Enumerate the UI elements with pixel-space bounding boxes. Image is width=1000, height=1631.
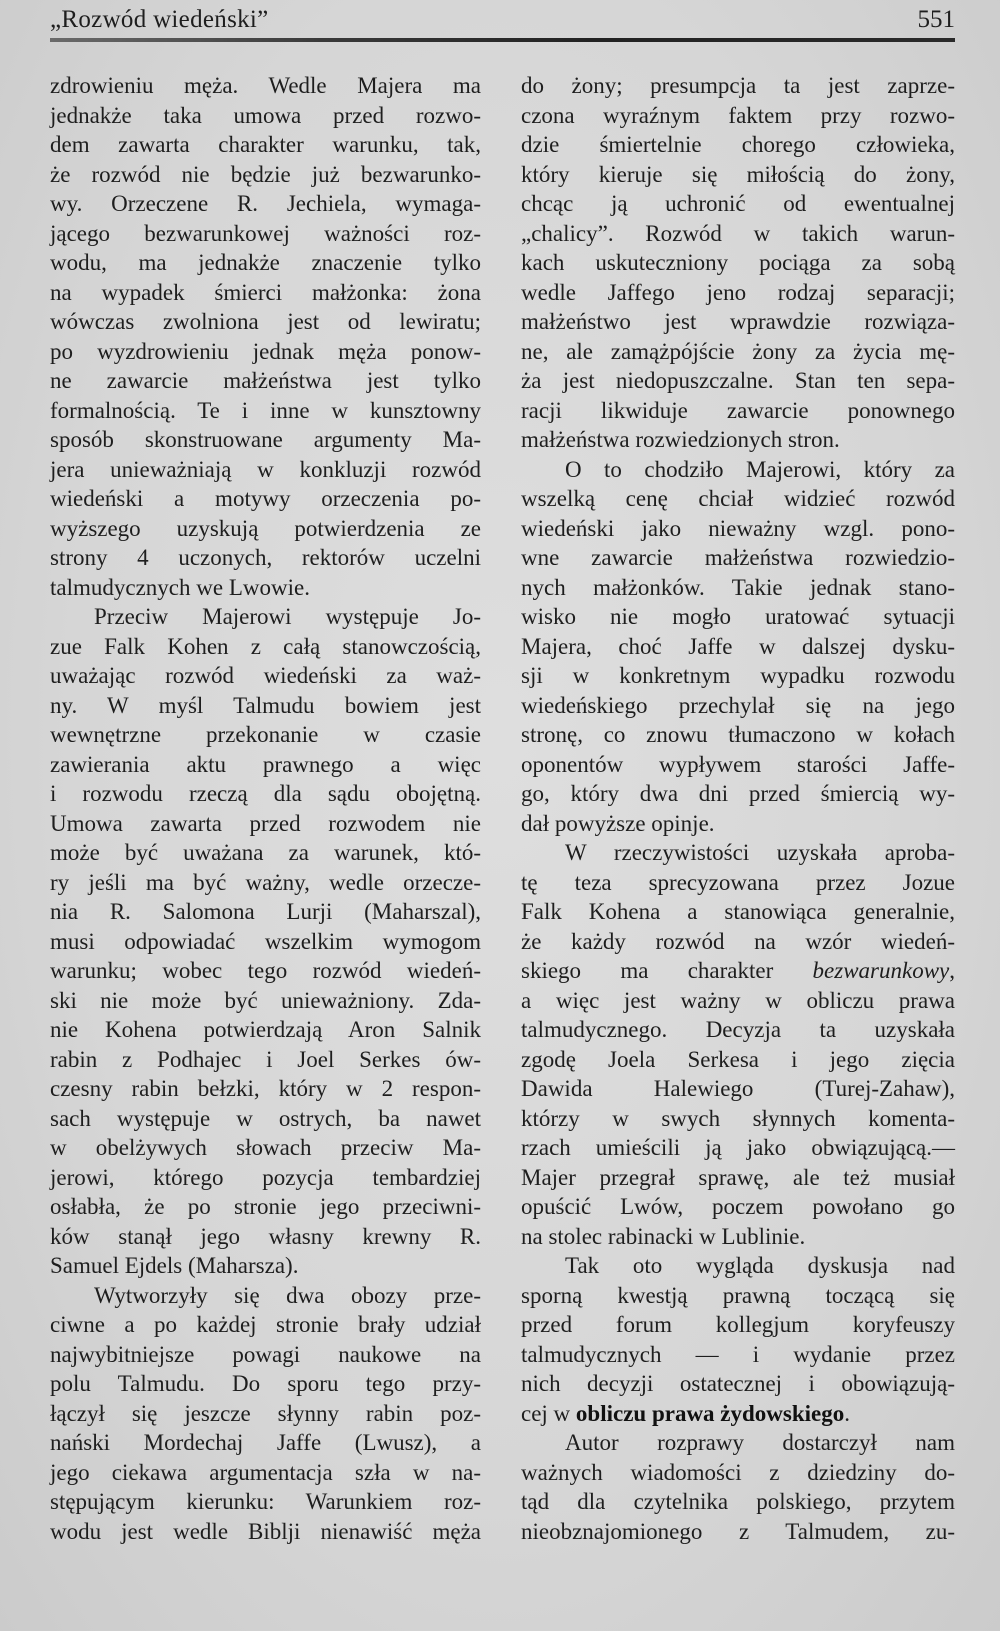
text-line: którzy w swych słynnych komenta- bbox=[521, 1105, 955, 1131]
text-segment: cej w bbox=[521, 1400, 576, 1426]
text-line: warunku; wobec tego rozwód wiedeń- bbox=[50, 958, 481, 983]
text-line: ciwne a po każdej stronie brały udział bbox=[50, 1312, 481, 1337]
text-line: rzach umieścili ją jako obwiązującą.— bbox=[521, 1135, 955, 1160]
text-line: kach uskuteczniony pociąga za sobą bbox=[521, 250, 955, 275]
text-line: Dawida Halewiego (Turej-Zahaw), bbox=[521, 1076, 955, 1101]
text-line: w obelżywych słowach przeciw Ma- bbox=[50, 1135, 481, 1160]
text-line: a więc jest ważny w obliczu prawa bbox=[521, 987, 955, 1013]
text-line: osłabła, że po stronie jego przeciwni- bbox=[50, 1194, 481, 1219]
text-column-right bbox=[521, 71, 955, 1546]
emphasized-text: obliczu prawa żydowskiego bbox=[575, 1400, 845, 1426]
text-line: że każdy rozwód na wzór wiedeń- bbox=[521, 928, 955, 954]
text-line: nich decyzji ostatecznej i obowiązują- bbox=[521, 1371, 955, 1396]
text-line: nański Mordechaj Jaffe (Lwusz), a bbox=[50, 1430, 481, 1455]
text-line: jednakże taka umowa przed rozwo- bbox=[50, 102, 481, 128]
text-line: jera unieważniają w konkluzji rozwód bbox=[50, 456, 481, 482]
text-line: dem zawarta charakter warunku, tak, bbox=[50, 132, 481, 157]
paragraph bbox=[50, 1281, 481, 1547]
text-line: dał powyższe opinje. bbox=[521, 810, 715, 836]
text-line: wodu, ma jednakże znaczenie tylko bbox=[50, 250, 481, 275]
text-line: jerowi, którego pozycja tembardziej bbox=[50, 1164, 481, 1190]
paragraph bbox=[521, 838, 955, 1251]
text-line: go, który dwa dni przed śmiercią wy- bbox=[521, 781, 955, 806]
text-line: małżeństwa rozwiedzionych stron. bbox=[521, 427, 840, 452]
text-line: zdrowieniu męża. Wedle Majera ma bbox=[50, 73, 481, 98]
text-line: że rozwód nie będzie już bezwarunko- bbox=[50, 161, 481, 187]
text-line: małżeństwo jest wprawdzie rozwiąza- bbox=[521, 309, 955, 334]
text-line: może być uważana za warunek, któ- bbox=[50, 840, 481, 865]
text-line: sji w konkretnym wypadku rozwodu bbox=[521, 663, 955, 688]
text-line: wiedeński a motywy orzeczenia po- bbox=[50, 486, 481, 511]
text-line bbox=[521, 1399, 955, 1429]
text-line: strony 4 uczonych, rektorów uczelni bbox=[50, 545, 481, 570]
text-line: na wypadek śmierci małżonka: żona bbox=[50, 279, 481, 305]
text-line: do żony; presumpcja ta jest zaprze- bbox=[521, 73, 955, 98]
text-line bbox=[521, 956, 955, 986]
text-line: przed forum kollegjum koryfeuszy bbox=[521, 1312, 955, 1337]
text-line: wszelką cenę chciał widzieć rozwód bbox=[521, 486, 955, 511]
paragraph bbox=[521, 1251, 955, 1428]
text-line: sach występuje w ostrych, ba nawet bbox=[50, 1105, 481, 1131]
text-line: Falk Kohena a stanowiąca generalnie, bbox=[521, 899, 955, 924]
text-line: talmudycznych — i wydanie przez bbox=[521, 1341, 955, 1367]
text-line: który kieruje się miłością do żony, bbox=[521, 161, 955, 187]
text-line: czona wyraźnym faktem przy rozwo- bbox=[521, 102, 955, 128]
text-line: formalnością. Te i inne w kunsztowny bbox=[50, 397, 481, 423]
text-line: wiedeńskiego przechylał się na jego bbox=[521, 692, 955, 718]
text-line: zue Falk Kohen z całą stanowczością, bbox=[50, 633, 481, 659]
text-line: ków stanął jego własny krewny R. bbox=[50, 1223, 481, 1249]
text-segment: skiego ma charakter bbox=[521, 958, 813, 983]
paragraph bbox=[50, 602, 481, 1281]
paragraph bbox=[521, 455, 955, 839]
text-line: wy. Orzeczene R. Jechiela, wymaga- bbox=[50, 191, 481, 216]
text-line: chcąc ją uchronić od ewentualnej bbox=[521, 191, 955, 216]
paragraph bbox=[521, 1428, 955, 1546]
text-line: ny. W myśl Talmudu bowiem jest bbox=[50, 692, 481, 718]
text-line: i rozwodu rzeczą dla sądu obojętną. bbox=[50, 781, 481, 806]
text-line: stępującym kierunku: Warunkiem roz- bbox=[50, 1489, 481, 1514]
text-line: jego ciekawa argumentacja szła w na- bbox=[50, 1459, 481, 1485]
text-segment: . bbox=[844, 1400, 851, 1426]
emphasized-text: bezwarunkowy bbox=[812, 958, 950, 983]
text-line: łączył się jeszcze słynny rabin poz- bbox=[50, 1400, 481, 1426]
text-line: uważając rozwód wiedeński za waż- bbox=[50, 663, 481, 688]
header-rule bbox=[50, 38, 955, 42]
text-line: Umowa zawarta przed rozwodem nie bbox=[50, 810, 481, 836]
text-line: O to chodziło Majerowi, który za bbox=[565, 456, 955, 482]
text-line: sporną kwestją prawną toczącą się bbox=[521, 1282, 955, 1308]
text-line: nia R. Salomona Lurji (Maharszal), bbox=[50, 899, 481, 924]
text-line: czesny rabin bełzki, który w 2 respon- bbox=[50, 1076, 481, 1101]
text-line: Samuel Ejdels (Maharsza). bbox=[50, 1253, 299, 1278]
text-line: ważnych wiadomości z dziedziny do- bbox=[521, 1459, 955, 1485]
text-line: dzie śmiertelnie chorego człowieka, bbox=[521, 132, 955, 157]
text-line: talmudycznego. Decyzja ta uzyskała bbox=[521, 1017, 955, 1042]
text-line: najwybitniejsze powagi naukowe na bbox=[50, 1341, 481, 1367]
text-line: W rzeczywistości uzyskała aproba- bbox=[565, 840, 955, 865]
text-line: musi odpowiadać wszelkim wymogom bbox=[50, 928, 481, 954]
text-line: sposób skonstruowane argumenty Ma- bbox=[50, 427, 481, 452]
text-line: ne, ale zamążpójście żony za życia mę- bbox=[521, 338, 955, 364]
text-line: Majera, choć Jaffe w dalszej dysku- bbox=[521, 633, 955, 659]
running-head-title: „Rozwód wiedeński” bbox=[50, 6, 269, 33]
text-line: rabin z Podhajec i Joel Serkes ów- bbox=[50, 1046, 481, 1072]
text-column-left bbox=[50, 71, 481, 1546]
text-line: zgodę Joela Serkesa i jego zięcia bbox=[521, 1046, 955, 1072]
text-line: opuścić Lwów, poczem powołano go bbox=[521, 1194, 955, 1219]
text-line: „chalicy”. Rozwód w takich warun- bbox=[521, 220, 955, 246]
text-line: ry jeśli ma być ważny, wedle orzecze- bbox=[50, 869, 481, 895]
page-number: 551 bbox=[917, 6, 955, 33]
text-line: po wyzdrowieniu jednak męża ponow- bbox=[50, 338, 481, 364]
text-line: wodu jest wedle Biblji nienawiść męża bbox=[50, 1518, 481, 1544]
text-line: zawierania aktu prawnego a więc bbox=[50, 751, 481, 777]
text-line: nych małżonków. Takie jednak stano- bbox=[521, 574, 955, 600]
text-line: Przeciw Majerowi występuje Jo- bbox=[94, 604, 481, 629]
text-line: wiedeński jako nieważny wzgl. pono- bbox=[521, 515, 955, 541]
text-line: Tak oto wygląda dyskusja nad bbox=[565, 1253, 955, 1278]
text-line: Majer przegrał sprawę, ale też musiał bbox=[521, 1164, 955, 1190]
text-line: wówczas zwolniona jest od lewiratu; bbox=[50, 309, 481, 334]
text-line: stronę, co znowu tłumaczono w kołach bbox=[521, 722, 955, 747]
text-line: Wytworzyły się dwa obozy prze- bbox=[94, 1282, 481, 1308]
text-line: talmudycznych we Lwowie. bbox=[50, 574, 310, 600]
text-line: wne zawarcie małżeństwa rozwiedzio- bbox=[521, 545, 955, 570]
text-line: wisko nie mogło uratować sytuacji bbox=[521, 604, 955, 629]
text-line: na stolec rabinacki w Lublinie. bbox=[521, 1223, 806, 1249]
text-line: nieobznajomionego z Talmudem, zu- bbox=[521, 1518, 955, 1544]
text-line: wedle Jaffego jeno rodzaj separacji; bbox=[521, 279, 955, 305]
text-line: ża jest niedopuszczalne. Stan ten sepa- bbox=[521, 368, 955, 393]
paragraph bbox=[521, 71, 955, 455]
text-line: wewnętrzne przekonanie w czasie bbox=[50, 722, 481, 747]
text-line: nie Kohena potwierdzają Aron Salnik bbox=[50, 1017, 481, 1042]
text-line: ne zawarcie małżeństwa jest tylko bbox=[50, 368, 481, 393]
text-line: tę teza sprecyzowana przez Jozue bbox=[521, 869, 955, 895]
paragraph bbox=[50, 71, 481, 602]
text-line: Autor rozprawy dostarczył nam bbox=[565, 1430, 955, 1455]
text-line: wyższego uzyskują potwierdzenia ze bbox=[50, 515, 481, 541]
text-line: tąd dla czytelnika polskiego, przytem bbox=[521, 1489, 955, 1514]
text-line: oponentów wypływem starości Jaffe- bbox=[521, 751, 955, 777]
text-line: racji likwiduje zawarcie ponownego bbox=[521, 397, 955, 423]
running-head bbox=[50, 4, 955, 40]
text-line: polu Talmudu. Do sporu tego przy- bbox=[50, 1371, 481, 1396]
text-segment: , bbox=[949, 958, 955, 983]
text-line: jącego bezwarunkowej ważności roz- bbox=[50, 220, 481, 246]
text-line: ski nie może być unieważniony. Zda- bbox=[50, 987, 481, 1013]
